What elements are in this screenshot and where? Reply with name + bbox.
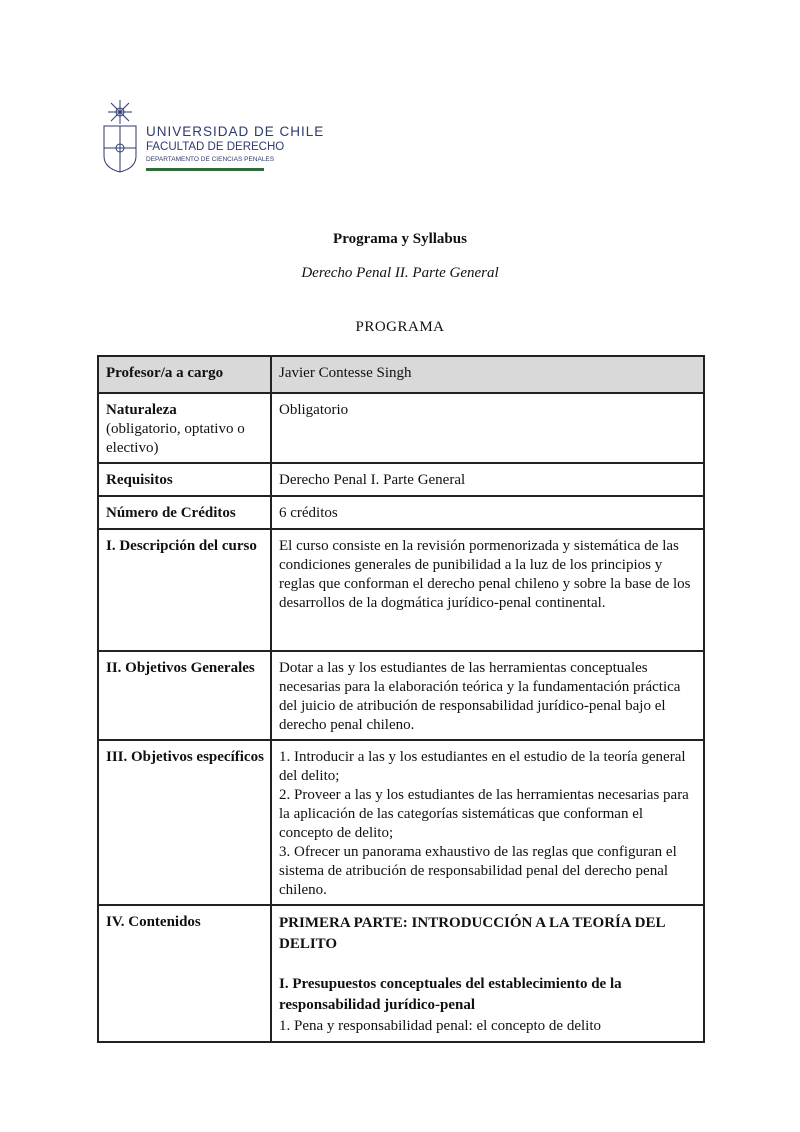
- document-title: Programa y Syllabus: [333, 231, 467, 247]
- objective-item: 1. Introducir a las y los estudiantes en el estudio de la teoría general del delito;: [279, 749, 686, 784]
- logo-faculty-name: FACULTAD DE DERECHO: [146, 141, 285, 153]
- label-note: (obligatorio, optativo o electivo): [106, 421, 245, 456]
- table-row: [98, 393, 704, 463]
- university-crest-icon: [100, 100, 140, 175]
- row-label: Profesor/a a cargo: [98, 356, 271, 393]
- row-value: Obligatorio: [271, 393, 704, 463]
- row-value: [271, 740, 704, 905]
- row-value: El curso consiste en la revisión pormenorizada y sistemática de las condiciones generales de punibilidad a la luz de los principios y reglas que conforman el derecho penal chileno y sobre la base de los desarrollos de la dogmática jurídico-penal continental.: [271, 529, 704, 651]
- table-row: [98, 905, 704, 1042]
- table-row: [98, 463, 704, 496]
- table-row: [98, 356, 704, 393]
- row-label: I. Descripción del curso: [98, 529, 271, 651]
- objective-item: 3. Ofrecer un panorama exhaustivo de las reglas que configuran el sistema de atribución de responsabilidad penal del derecho penal chileno.: [279, 844, 677, 898]
- document-subtitle: Derecho Penal II. Parte General: [301, 265, 499, 281]
- objective-item: 2. Proveer a las y los estudiantes de las herramientas necesarias para la aplicación de las categorías sistemáticas que conforman el concepto de delito;: [279, 787, 689, 841]
- row-label: [98, 393, 271, 463]
- row-value: Dotar a las y los estudiantes de las herramientas conceptuales necesarias para la elaboración teórica y la fundamentación práctica del juicio de atribución de responsabilidad jurídico-penal bajo el derecho penal chileno.: [271, 651, 704, 740]
- table-row: [98, 529, 704, 651]
- row-value: 6 créditos: [271, 496, 704, 529]
- row-value: Derecho Penal I. Parte General: [271, 463, 704, 496]
- row-label: Requisitos: [98, 463, 271, 496]
- row-value: [271, 905, 704, 1042]
- contents-item: 1. Pena y responsabilidad penal: el concepto de delito: [279, 1018, 601, 1034]
- table-row: [98, 740, 704, 905]
- row-label: II. Objetivos Generales: [98, 651, 271, 740]
- section-heading: PROGRAMA: [355, 319, 445, 335]
- label-main: Naturaleza: [106, 402, 177, 418]
- row-label: IV. Contenidos: [98, 905, 271, 1042]
- university-logo: [100, 100, 325, 175]
- row-value: Javier Contesse Singh: [271, 356, 704, 393]
- program-table: [97, 355, 705, 1043]
- table-row: [98, 651, 704, 740]
- contents-part-title: PRIMERA PARTE: INTRODUCCIÓN A LA TEORÍA DEL DELITO: [279, 915, 665, 952]
- logo-university-name: UNIVERSIDAD DE CHILE: [146, 124, 325, 139]
- contents-unit-heading: I. Presupuestos conceptuales del establecimiento de la responsabilidad jurídico-penal: [279, 976, 622, 1013]
- row-label: Número de Créditos: [98, 496, 271, 529]
- row-label: III. Objetivos específicos: [98, 740, 271, 905]
- logo-department-name: DEPARTAMENTO DE CIENCIAS PENALES: [146, 156, 275, 163]
- logo-green-bar: [146, 168, 264, 171]
- table-row: [98, 496, 704, 529]
